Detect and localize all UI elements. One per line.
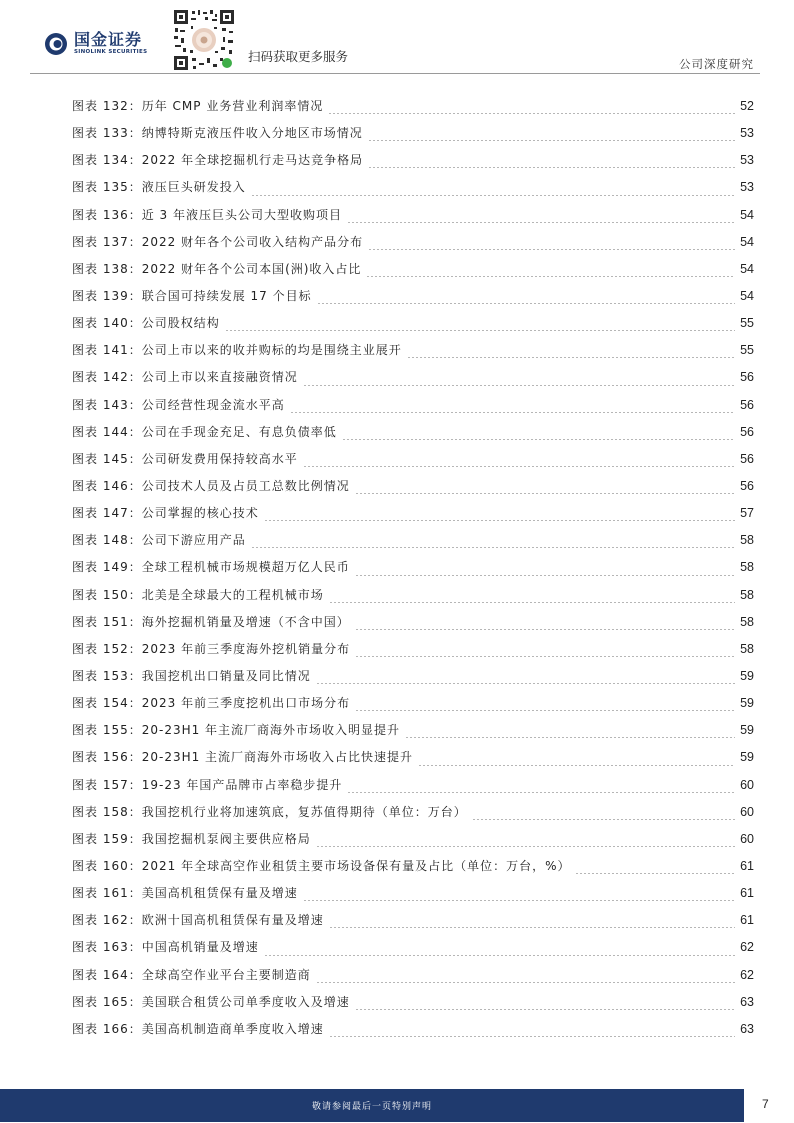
toc-dot-leader xyxy=(317,303,735,304)
toc-entry[interactable] xyxy=(72,857,754,884)
toc-entry-label[interactable]: 图表 159：我国挖掘机泵阀主要供应格局 xyxy=(72,831,311,846)
toc-entry[interactable] xyxy=(72,531,754,558)
toc-entry[interactable] xyxy=(72,911,754,938)
toc-entry-label[interactable]: 图表 150：北美是全球最大的工程机械市场 xyxy=(72,587,324,602)
toc-entry[interactable] xyxy=(72,613,754,640)
toc-entry-page[interactable]: 60 xyxy=(740,831,754,846)
toc-dot-leader xyxy=(355,710,735,711)
toc-entry-page[interactable]: 60 xyxy=(740,804,754,819)
toc-dot-leader xyxy=(251,195,735,196)
toc-entry[interactable] xyxy=(72,721,754,748)
toc-entry[interactable] xyxy=(72,667,754,694)
toc-entry-page[interactable]: 58 xyxy=(740,560,754,575)
toc-entry-label[interactable]: 图表 134：2022 年全球挖掘机行走马达竞争格局 xyxy=(72,153,364,168)
toc-entry-label[interactable]: 图表 135：液压巨头研发投入 xyxy=(72,180,246,195)
toc-dot-leader xyxy=(366,276,735,277)
toc-entry-page[interactable]: 59 xyxy=(740,750,754,765)
toc-entry-label[interactable]: 图表 146：公司技术人员及占员工总数比例情况 xyxy=(72,478,350,493)
toc-entry-label[interactable]: 图表 158：我国挖机行业将加速筑底，复苏值得期待（单位：万台） xyxy=(72,804,467,819)
toc-entry[interactable] xyxy=(72,803,754,830)
toc-entry-page[interactable]: 61 xyxy=(740,886,754,901)
toc-entry[interactable] xyxy=(72,151,754,178)
toc-entry-page[interactable]: 56 xyxy=(740,370,754,385)
toc-dot-leader xyxy=(355,656,735,657)
toc-entry[interactable] xyxy=(72,748,754,775)
toc-entry-label[interactable]: 图表 133：纳博特斯克液压件收入分地区市场情况 xyxy=(72,126,363,141)
toc-dot-leader xyxy=(347,222,735,223)
toc-entry-label[interactable]: 图表 151：海外挖掘机销量及增速（不含中国） xyxy=(72,614,350,629)
toc-dot-leader xyxy=(303,466,735,467)
toc-dot-leader xyxy=(368,167,735,168)
toc-entry-page[interactable]: 54 xyxy=(740,207,754,222)
toc-dot-leader xyxy=(418,765,735,766)
toc-entry-label[interactable]: 图表 144：公司在手现金充足、有息负债率低 xyxy=(72,424,337,439)
toc-entry-page[interactable]: 57 xyxy=(740,506,754,521)
toc-entry-page[interactable]: 58 xyxy=(740,614,754,629)
toc-entry-page[interactable]: 56 xyxy=(740,397,754,412)
toc-entry-page[interactable]: 54 xyxy=(740,261,754,276)
header-divider xyxy=(30,73,760,74)
toc-entry-label[interactable]: 图表 152：2023 年前三季度海外挖机销量分布 xyxy=(72,641,351,656)
toc-dot-leader xyxy=(303,900,735,901)
toc-entry-page[interactable]: 59 xyxy=(740,723,754,738)
toc-entry[interactable] xyxy=(72,260,754,287)
toc-entry-label[interactable]: 图表 163：中国高机销量及增速 xyxy=(72,940,259,955)
qr-caption: 扫码获取更多服务 xyxy=(248,49,349,64)
toc-entry-label[interactable]: 图表 165：美国联合租赁公司单季度收入及增速 xyxy=(72,994,350,1009)
toc-entry-page[interactable]: 53 xyxy=(740,153,754,168)
toc-entry-page[interactable]: 63 xyxy=(740,994,754,1009)
toc-entry[interactable] xyxy=(72,938,754,965)
toc-entry-page[interactable]: 54 xyxy=(740,234,754,249)
toc-entry[interactable] xyxy=(72,694,754,721)
toc-entry-page[interactable]: 56 xyxy=(740,451,754,466)
toc-entry[interactable] xyxy=(72,586,754,613)
toc-dot-leader xyxy=(368,140,735,141)
toc-entry[interactable] xyxy=(72,640,754,667)
toc-entry[interactable] xyxy=(72,477,754,504)
toc-entry[interactable] xyxy=(72,396,754,423)
toc-dot-leader xyxy=(251,547,735,548)
toc-entry[interactable] xyxy=(72,314,754,341)
toc-entry-page[interactable]: 56 xyxy=(740,424,754,439)
document-type: 公司深度研究 xyxy=(679,57,754,71)
toc-entry[interactable] xyxy=(72,206,754,233)
toc-entry-label[interactable]: 图表 140：公司股权结构 xyxy=(72,316,220,331)
toc-entry-label[interactable]: 图表 154：2023 年前三季度挖机出口市场分布 xyxy=(72,696,351,711)
toc-entry-label[interactable]: 图表 153：我国挖机出口销量及同比情况 xyxy=(72,668,311,683)
toc-entry[interactable] xyxy=(72,341,754,368)
figure-index-list xyxy=(72,97,754,1047)
toc-entry-label[interactable]: 图表 156：20-23H1 主流厂商海外市场收入占比快速提升 xyxy=(72,750,414,765)
sinolink-logo-icon xyxy=(44,32,68,56)
toc-dot-leader xyxy=(316,683,735,684)
toc-dot-leader xyxy=(303,385,735,386)
toc-entry[interactable] xyxy=(72,558,754,585)
toc-dot-leader xyxy=(329,1036,735,1037)
toc-entry-page[interactable]: 58 xyxy=(740,533,754,548)
toc-entry[interactable] xyxy=(72,993,754,1020)
toc-entry-page[interactable]: 55 xyxy=(740,316,754,331)
toc-dot-leader xyxy=(329,927,735,928)
toc-entry-page[interactable]: 58 xyxy=(740,641,754,656)
toc-entry-label[interactable]: 图表 139：联合国可持续发展 17 个目标 xyxy=(72,288,312,303)
toc-dot-leader xyxy=(368,249,735,250)
toc-entry[interactable] xyxy=(72,287,754,314)
footer-bar xyxy=(0,1089,744,1122)
toc-entry-page[interactable]: 54 xyxy=(740,288,754,303)
toc-entry-label[interactable]: 图表 137：2022 财年各个公司收入结构产品分布 xyxy=(72,234,364,249)
toc-entry-label[interactable]: 图表 148：公司下游应用产品 xyxy=(72,533,246,548)
toc-dot-leader xyxy=(225,330,735,331)
toc-dot-leader xyxy=(264,955,735,956)
toc-entry[interactable] xyxy=(72,178,754,205)
toc-entry-page[interactable]: 61 xyxy=(740,913,754,928)
toc-dot-leader xyxy=(472,819,735,820)
toc-entry-label[interactable]: 图表 132：历年 CMP 业务营业利润率情况 xyxy=(72,99,324,113)
toc-dot-leader xyxy=(355,575,735,576)
toc-entry[interactable] xyxy=(72,124,754,151)
toc-dot-leader xyxy=(355,629,735,630)
toc-entry-page[interactable]: 61 xyxy=(740,858,754,873)
toc-entry-page[interactable]: 60 xyxy=(740,777,754,792)
toc-dot-leader xyxy=(575,873,735,874)
toc-entry[interactable] xyxy=(72,1020,754,1047)
toc-entry[interactable] xyxy=(72,233,754,260)
toc-dot-leader xyxy=(355,493,735,494)
toc-entry[interactable] xyxy=(72,423,754,450)
toc-entry-page[interactable]: 56 xyxy=(740,478,754,493)
toc-entry-label[interactable]: 图表 141：公司上市以来的收并购标的均是围绕主业展开 xyxy=(72,343,402,358)
toc-entry-label[interactable]: 图表 142：公司上市以来直接融资情况 xyxy=(72,370,298,385)
page-number: 7 xyxy=(762,1097,769,1111)
toc-dot-leader xyxy=(355,1009,735,1010)
toc-entry-label[interactable]: 图表 162：欧洲十国高机租赁保有量及增速 xyxy=(72,913,324,928)
toc-entry-label[interactable]: 图表 160：2021 年全球高空作业租赁主要市场设备保有量及占比（单位：万台，%） xyxy=(72,858,571,873)
toc-dot-leader xyxy=(316,982,735,983)
toc-entry-page[interactable]: 53 xyxy=(740,126,754,141)
toc-entry-page[interactable]: 55 xyxy=(740,343,754,358)
page-header xyxy=(0,0,794,80)
toc-entry-page[interactable]: 52 xyxy=(740,99,754,113)
toc-entry[interactable] xyxy=(72,830,754,857)
toc-entry-page[interactable]: 59 xyxy=(740,696,754,711)
toc-entry-page[interactable]: 63 xyxy=(740,1021,754,1036)
toc-entry-page[interactable]: 53 xyxy=(740,180,754,195)
toc-entry-label[interactable]: 图表 145：公司研发费用保持较高水平 xyxy=(72,451,298,466)
toc-entry[interactable] xyxy=(72,97,754,124)
qr-code-icon[interactable] xyxy=(172,8,236,72)
toc-entry[interactable] xyxy=(72,966,754,993)
toc-dot-leader xyxy=(342,439,735,440)
toc-entry-label[interactable]: 图表 164：全球高空作业平台主要制造商 xyxy=(72,967,311,982)
toc-entry-page[interactable]: 59 xyxy=(740,668,754,683)
logo-english-name: SINOLINK SECURITIES xyxy=(74,49,148,56)
toc-entry-page[interactable]: 62 xyxy=(740,940,754,955)
toc-entry-label[interactable]: 图表 136：近 3 年液压巨头公司大型收购项目 xyxy=(72,207,342,222)
toc-entry-label[interactable]: 图表 157：19-23 年国产品牌市占率稳步提升 xyxy=(72,777,343,792)
toc-dot-leader xyxy=(347,792,735,793)
logo-chinese-name: 国金证券 xyxy=(74,30,143,50)
toc-entry-label[interactable]: 图表 161：美国高机租赁保有量及增速 xyxy=(72,886,298,901)
toc-dot-leader xyxy=(290,412,735,413)
toc-entry-label[interactable]: 图表 143：公司经营性现金流水平高 xyxy=(72,397,285,412)
toc-entry[interactable] xyxy=(72,884,754,911)
toc-dot-leader xyxy=(407,357,735,358)
toc-dot-leader xyxy=(316,846,735,847)
toc-entry-label[interactable]: 图表 149：全球工程机械市场规模超万亿人民币 xyxy=(72,560,350,575)
toc-entry[interactable] xyxy=(72,368,754,395)
toc-entry-page[interactable]: 58 xyxy=(740,587,754,602)
toc-entry-label[interactable]: 图表 166：美国高机制造商单季度收入增速 xyxy=(72,1021,324,1036)
toc-entry[interactable] xyxy=(72,776,754,803)
toc-entry-page[interactable]: 62 xyxy=(740,967,754,982)
toc-entry[interactable] xyxy=(72,504,754,531)
toc-entry-label[interactable]: 图表 155：20-23H1 年主流厂商海外市场收入明显提升 xyxy=(72,723,401,738)
toc-entry-label[interactable]: 图表 138：2022 财年各个公司本国(洲)收入占比 xyxy=(72,261,362,276)
company-logo xyxy=(44,32,147,56)
toc-entry[interactable] xyxy=(72,450,754,477)
toc-dot-leader xyxy=(328,113,735,114)
toc-dot-leader xyxy=(405,737,735,738)
disclaimer-note: 敬请参阅最后一页特别声明 xyxy=(311,1102,432,1112)
toc-entry-label[interactable]: 图表 147：公司掌握的核心技术 xyxy=(72,506,259,521)
toc-dot-leader xyxy=(329,602,735,603)
toc-dot-leader xyxy=(264,520,735,521)
